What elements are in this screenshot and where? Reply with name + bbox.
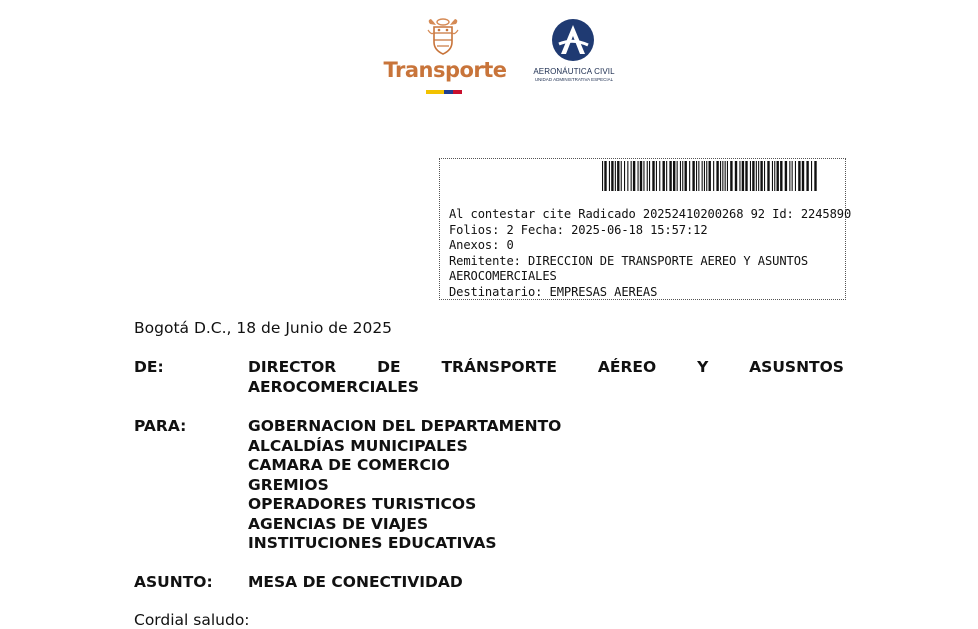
radicado-line: AEROCOMERCIALES [449,269,557,284]
radicado-line: Anexos: 0 [449,238,514,253]
aerocivil-emblem-icon [551,18,595,62]
letter-date: Bogotá D.C., 18 de Junio de 2025 [134,319,393,337]
de-word: AÉREO [597,358,657,376]
coat-of-arms-icon [424,16,462,56]
de-word: TRÁNSPORTE [441,358,558,376]
recipient-item: GOBERNACION DEL DEPARTAMENTO [248,417,562,435]
de-value [248,358,844,397]
recipient-item: ALCALDÍAS MUNICIPALES [248,436,468,455]
radicado-line: Folios: 2 Fecha: 2025-06-18 15:57:12 [449,222,708,237]
barcode [602,161,818,191]
para-recipients [248,417,561,554]
de-label: DE: [134,358,164,376]
greeting: Cordial saludo: [134,611,250,629]
radicado-line: Remitente: DIRECCION DE TRANSPORTE AEREO Y ASUNTOS [449,253,809,268]
asunto-value: MESA DE CONECTIVIDAD [248,573,463,591]
recipient-item: GREMIOS [248,475,329,494]
para-label: PARA: [134,417,187,435]
colombia-flag-strip [426,90,462,94]
transporte-logo [380,14,510,98]
transporte-wordmark: Transporte [383,58,507,82]
asunto-label: ASUNTO: [134,573,213,591]
letterhead [0,0,978,110]
de-word: ASUSNTOS [749,358,844,376]
recipient-item: OPERADORES TURISTICOS [248,495,477,513]
de-word: DE [377,358,401,376]
aerocivil-logo [526,16,622,88]
radicado-line: Al contestar cite Radicado 20252410200268 92 Id: 2245890 [449,207,852,221]
radicado-stamp [439,158,852,300]
de-line-1 [248,358,844,378]
de-line-2: AEROCOMERCIALES [248,377,419,396]
radicado-text [449,207,852,301]
aerocivil-subtitle: UNIDAD ADMINISTRATIVA ESPECIAL [534,77,614,82]
recipient-item: CAMARA DE COMERCIO [248,456,450,474]
de-word: Y [697,358,709,376]
de-word: DIRECTOR [248,358,337,376]
radicado-line: Destinatario: EMPRESAS AEREAS [449,284,658,299]
recipient-item: AGENCIAS DE VIAJES [248,514,429,533]
aerocivil-name: AERONÁUTICA CIVIL [533,67,615,76]
recipient-item: INSTITUCIONES EDUCATIVAS [248,534,497,552]
